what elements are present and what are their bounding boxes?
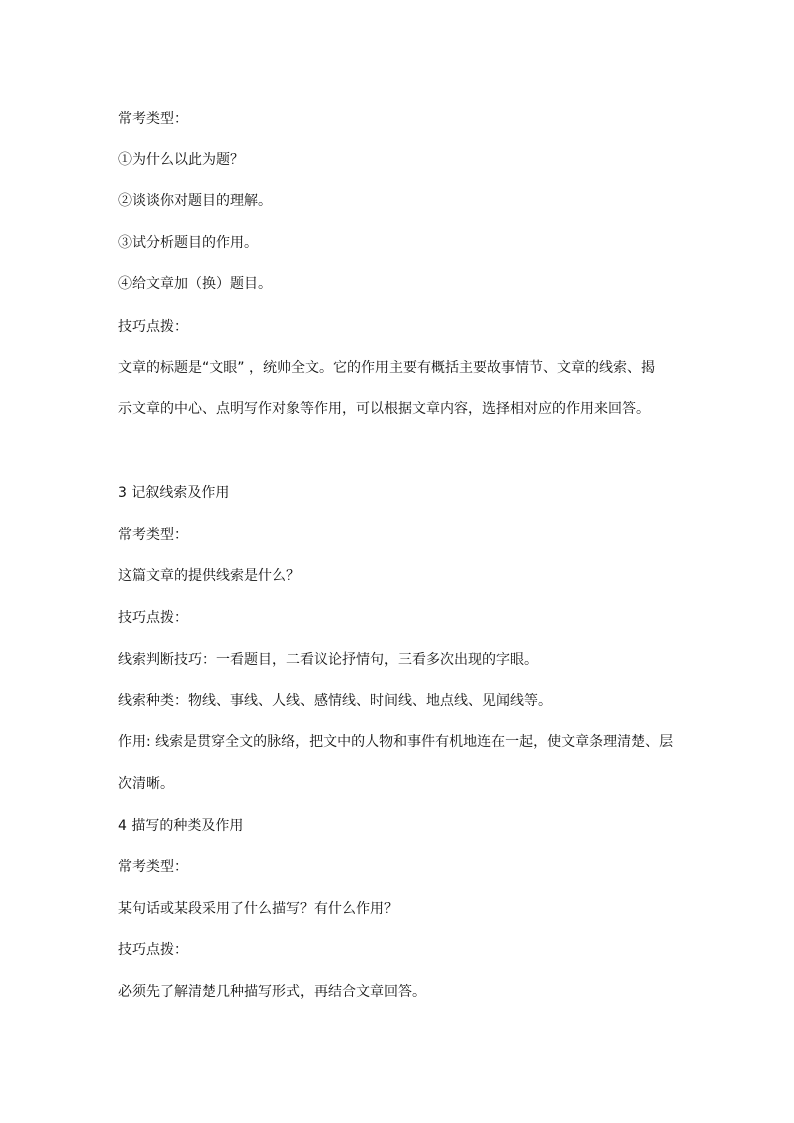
line-clue-question: 这篇文章的提供线索是什么？	[118, 568, 300, 584]
line-common-types-1: 常考类型：	[118, 111, 188, 127]
line-tips-2: 技巧点拨：	[118, 610, 188, 626]
line-tips-1: 技巧点拨：	[118, 319, 188, 335]
line-question-3: ③试分析题目的作用。	[118, 235, 258, 251]
line-clue-judgment: 线索判断技巧：一看题目，二看议论抒情句，三看多次出现的字眼。	[118, 652, 538, 668]
line-title-explanation-2: 示文章的中心、点明写作对象等作用，可以根据文章内容，选择相对应的作用来回答。	[118, 401, 650, 417]
section-heading-4: 4 描写的种类及作用	[118, 818, 244, 834]
line-tips-3: 技巧点拨：	[118, 942, 188, 958]
line-common-types-2: 常考类型：	[118, 527, 188, 543]
line-description-question: 某句话或某段采用了什么描写？有什么作用？	[118, 901, 398, 917]
line-description-answer: 必须先了解清楚几种描写形式，再结合文章回答。	[118, 984, 426, 1000]
line-common-types-3: 常考类型：	[118, 859, 188, 875]
line-question-1: ①为什么以此为题？	[118, 152, 244, 168]
line-clue-function-1: 作用: 线索是贯穿全文的脉络，把文中的人物和事件有机地连在一起，使文章条理清楚、层	[118, 734, 674, 750]
line-question-4: ④给文章加（换）题目。	[118, 276, 272, 292]
section-heading-3: 3 记叙线索及作用	[118, 485, 230, 501]
line-clue-function-2: 次清晰。	[118, 776, 174, 792]
line-clue-types: 线索种类：物线、事线、人线、感情线、时间线、地点线、见闻线等。	[118, 693, 552, 709]
line-title-explanation-1: 文章的标题是“文眼” ，统帅全文。它的作用主要有概括主要故事情节、文章的线索、揭	[118, 360, 655, 376]
line-question-2: ②谈谈你对题目的理解。	[118, 193, 272, 209]
